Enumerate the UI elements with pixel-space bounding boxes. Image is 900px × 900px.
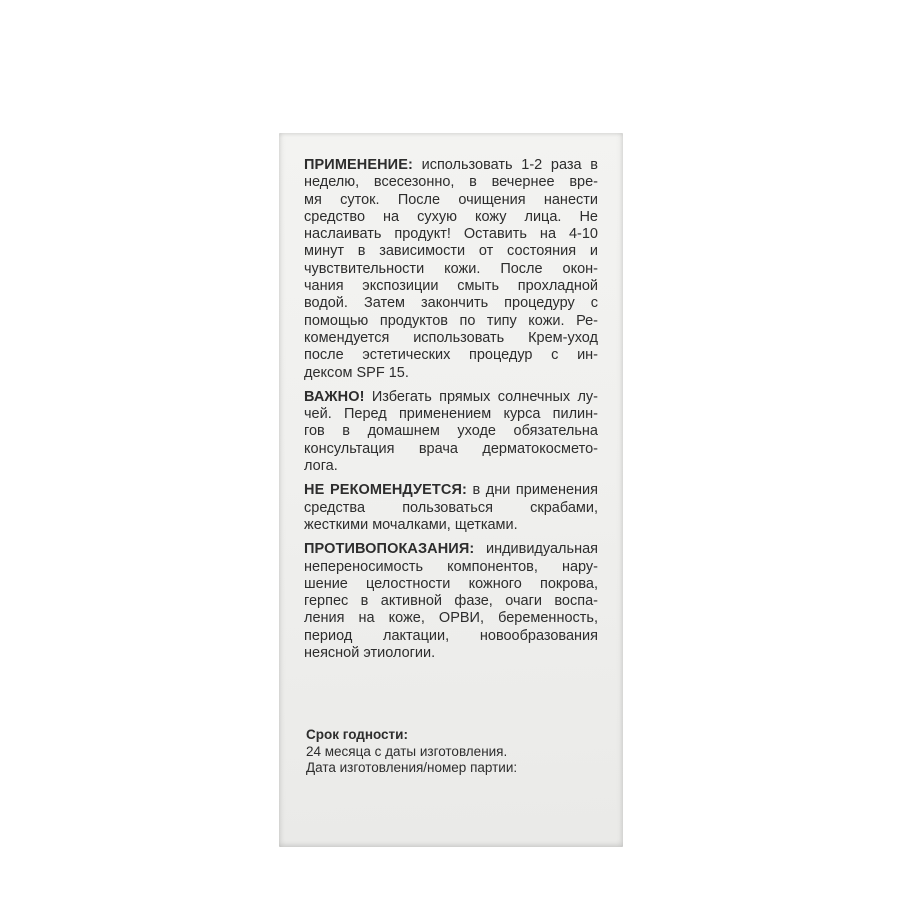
text-line: НЕ РЕКОМЕНДУЕТСЯ: в дни применения	[304, 482, 599, 499]
text-line: гов в домашнем уходе обязательна	[304, 423, 598, 440]
text-line: чей. Перед применением курса пилин-	[304, 406, 598, 423]
text-line: средства пользоваться скрабами,	[304, 499, 598, 516]
shelf-life-value: 24 месяца с даты изготовления.	[306, 743, 508, 759]
text-line: чувствительности кожи. После окон-	[304, 260, 598, 277]
text-line: неясной этиологии.	[304, 645, 436, 662]
section-paragraph-3	[304, 482, 598, 534]
section-paragraph-2	[304, 389, 598, 475]
text-line: водой. Затем закончить процедуру с	[304, 295, 598, 312]
section-heading: ПРИМЕНЕНИЕ:	[304, 157, 413, 173]
section-heading: НЕ РЕКОМЕНДУЕТСЯ:	[304, 482, 467, 499]
text-line: герпес в активной фазе, очаги воспа-	[304, 593, 598, 610]
text-line: мя суток. После очищения нанести	[304, 191, 598, 208]
text-line: период лактации, новообразования	[304, 627, 598, 644]
text-line: неделю, всесезонно, в вечернее вре-	[304, 174, 598, 191]
text-line: непереносимость компонентов, нару-	[304, 558, 598, 575]
text-line: консультация врача дерматокосмето-	[304, 440, 598, 457]
section-heading: ВАЖНО!	[304, 388, 365, 405]
text-line: ления на коже, ОРВИ, беременность,	[304, 610, 598, 627]
text-line: чания экспозиции смыть прохладной	[304, 278, 598, 295]
text-line: после эстетических процедур с ин-	[304, 347, 598, 364]
text-line: помощью продуктов по типу кожи. Ре-	[304, 312, 598, 329]
text-line: комендуется использовать Крем-уход	[304, 329, 598, 346]
text-line: средство на сухую кожу лица. Не	[304, 208, 598, 225]
text-line: шение целостности кожного покрова,	[304, 575, 598, 592]
section-heading: ПРОТИВОПОКАЗАНИЯ:	[304, 541, 475, 558]
instructions-text-block	[304, 157, 598, 662]
shelf-life-label: Срок годности:	[306, 727, 408, 742]
section-paragraph-1	[304, 157, 598, 382]
text-line: дексом SPF 15.	[304, 364, 409, 381]
text-line: ПРОТИВОПОКАЗАНИЯ: индивидуальная	[304, 541, 598, 558]
text-line: наслаивать продукт! Оставить на 4-10	[304, 226, 598, 243]
section-paragraph-4	[304, 541, 598, 662]
text-line: ВАЖНО! Избегать прямых солнечных лу-	[304, 388, 598, 405]
batch-number-label: Дата изготовления/номер партии:	[306, 760, 518, 775]
text-line: ПРИМЕНЕНИЕ: использовать 1-2 раза в	[304, 157, 598, 173]
product-box-back-panel	[279, 133, 623, 847]
text-line: лога.	[304, 458, 338, 475]
shelf-life-block	[306, 727, 600, 777]
text-line: минут в зависимости от состояния и	[304, 243, 598, 260]
text-line: жесткими мочалками, щетками.	[304, 516, 518, 533]
